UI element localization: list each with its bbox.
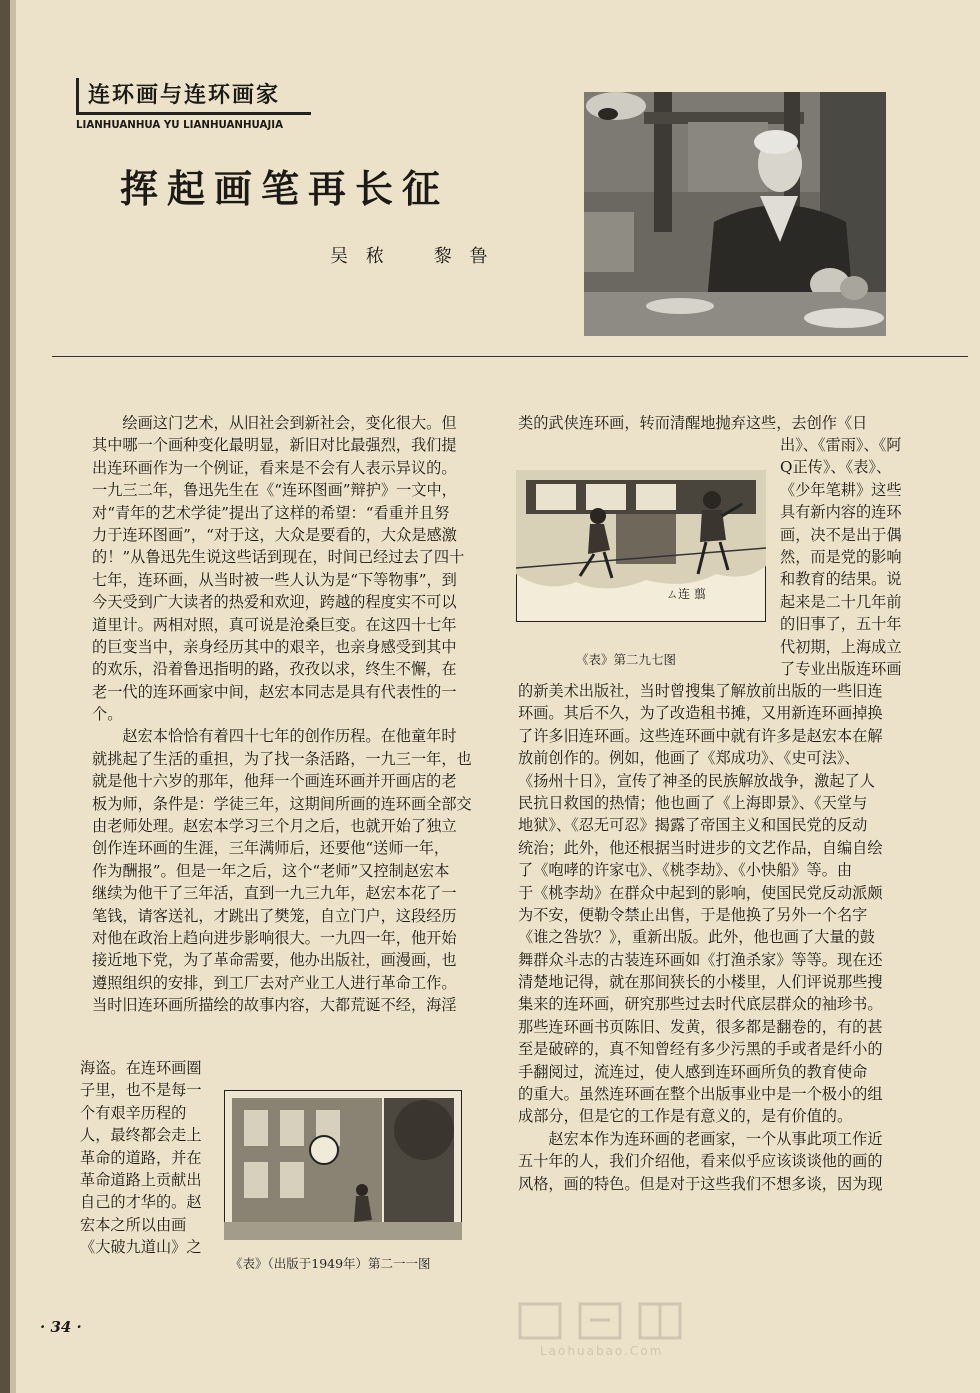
inset-label: ㄙ连 翦 (666, 587, 706, 601)
text-line: 个有艰辛历程的 (80, 1103, 187, 1122)
text-line: 《扬州十日》，宣传了神圣的民族解放战争，激起了人 (518, 771, 875, 790)
text-line: 《大破九道山》之 (80, 1238, 202, 1257)
text-line: 的新美术出版社，当时曾搜集了解放前出版的一些旧连 (518, 682, 883, 700)
text-line: 放前创作的。例如，他画了《郑成功》、《史可法》、 (518, 749, 860, 768)
watermark-url: Laohuabao.Com (540, 1344, 664, 1358)
text-line: 代初期，上海成立 (780, 637, 902, 656)
text-line: 统治；此外，他还根据当时进步的文艺作品，自编自绘 (518, 838, 883, 857)
right-column-narrow (780, 434, 902, 680)
text-line: 民抗日救国的热情；他也画了《上海即景》、《天堂与 (518, 793, 868, 812)
text-line: 舞群众斗志的古装连环画如《打渔杀家》等等。现在还 (518, 950, 883, 969)
text-line: 海盗。在连环画圈 (80, 1059, 202, 1077)
text-line: 遵照组织的安排，到工厂去对产业工人进行革命工作。 (92, 973, 457, 992)
right-column-top (518, 412, 867, 434)
text-line: 的旧事了，五十年 (780, 615, 902, 634)
text-line: 出》、《雷雨》、《阿 (780, 436, 902, 454)
column-header (76, 78, 316, 136)
text-line: 集来的连环画，研究那些过去时代底层群众的袖珍书。 (518, 995, 883, 1014)
text-line: 接近地下党，为了革命需要，他办出版社，画漫画，也 (92, 951, 457, 970)
text-line: 自己的才华的。赵 (80, 1193, 202, 1212)
text-line: 一九三二年，鲁迅先生在《“连环图画”辩护》一文中， (92, 481, 457, 500)
illustration-image (224, 1090, 462, 1240)
text-line: 对“青年的艺术学徒”提出了这样的希望：“看重并且努 (92, 503, 450, 522)
text-line: 环画。其后不久，为了改造租书摊，又用新连环画掉换 (518, 704, 883, 723)
text-line: 今天受到广大读者的热爱和欢迎，跨越的程度实不可以 (92, 593, 457, 612)
text-line: 就挑起了生活的重担，为了找一条活路，一九三一年，也 (92, 749, 472, 768)
text-line: 赵宏本作为连环画的老画家，一个从事此项工作近 (518, 1129, 883, 1148)
text-line: 就是他十六岁的那年，他拜一个画连环画并开画店的老 (92, 772, 457, 791)
caption-fig-297: 《表》第二九七图 (576, 652, 677, 667)
watermark (510, 1300, 710, 1370)
text-line: 地狱》、《忍无可忍》揭露了帝国主义和国民党的反动 (518, 816, 868, 835)
column-roman: LIANHUANHUA YU LIANHUANHUAJIA (76, 118, 283, 131)
text-line: 当时旧连环画所描绘的故事内容，大都荒诞不经，海淫 (92, 996, 457, 1015)
page-number: · 34 · (40, 1318, 82, 1336)
text-line: 画，决不是出于偶 (780, 525, 902, 544)
illustration-image (516, 470, 766, 622)
text-line: 人，最终都会走上 (80, 1126, 202, 1145)
illustration-fig-211 (224, 1090, 462, 1240)
text-line: 板为师，条件是：学徒三年，这期间所画的连环画全部交 (92, 794, 472, 813)
text-line: 《谁之咎欤？》，重新出版。此外，他也画了大量的鼓 (518, 928, 875, 947)
text-line: 起来是二十几年前 (780, 592, 902, 611)
text-line: 由老师处理。赵宏本学习三个月之后，也就开始了独立 (92, 817, 457, 836)
text-line: 力于连环图画”，“对于这，大众是要看的，大众是感激 (92, 525, 457, 544)
text-line: 革命道路上贡献出 (80, 1170, 202, 1189)
text-line: 的重大。虽然连环画在整个出版事业中是一个极小的组 (518, 1085, 883, 1104)
text-line: 《少年笔耕》这些 (780, 480, 902, 499)
text-line: 类的武侠连环画，转而清醒地抛弃这些，去创作《日 (518, 414, 868, 432)
text-line: Q正传》、《表》、 (780, 458, 892, 477)
text-line: 然，而是党的影响 (780, 547, 902, 566)
text-line: 五十年的人，我们介绍他，看来似乎应该谈谈他的画的 (518, 1152, 883, 1171)
watermark-logo-icon (510, 1300, 710, 1344)
text-line: 赵宏本恰恰有着四十七年的创作历程。在他童年时 (92, 727, 457, 746)
portrait-photo (584, 92, 886, 336)
text-line: 的！”从鲁迅先生说这些话到现在，时间已经过去了四十 (92, 548, 465, 567)
text-line: 具有新内容的连环 (780, 503, 902, 522)
text-line: 继续为他干了三年活，直到一九三九年，赵宏本花了一 (92, 884, 457, 903)
text-line: 了许多旧连环画。这些连环画中就有许多是赵宏本在解 (518, 726, 883, 745)
text-line: 创作连环画的生涯，三年满师后，还要他“送师一年， (92, 839, 450, 858)
text-line: 绘画这门艺术，从旧社会到新社会，变化很大。但 (92, 414, 457, 432)
text-line: 了专业出版连环画 (780, 659, 902, 678)
text-line: 笔钱，请客送礼，才跳出了樊笼，自立门户，这段经历 (92, 906, 457, 925)
text-line: 其中哪一个画种变化最明显，新旧对比最强烈，我们提 (92, 436, 457, 455)
text-line: 革命的道路，并在 (80, 1148, 202, 1167)
text-line: 宏本之所以由画 (80, 1215, 187, 1234)
text-line: 那些连环画书页陈旧、发黄，很多都是翻卷的，有的甚 (518, 1017, 883, 1036)
text-line: 了《咆哮的许家屯》、《桃李劫》、《小快船》等。由 (518, 861, 853, 880)
portrait-photo-image (584, 92, 886, 336)
author-name: 黎 鲁 (433, 246, 494, 267)
text-line: 和教育的结果。说 (780, 570, 902, 589)
text-line: 出连环画作为一个例证，看来是不会有人表示异议的。 (92, 458, 457, 477)
text-line: 成部分，但是它的工作是有意义的，是有价值的。 (518, 1107, 853, 1126)
right-column (518, 680, 883, 1195)
text-line: 作为酬报”。但是一年之后，这个“老师”又控制赵宏本 (92, 861, 450, 880)
left-column (92, 412, 472, 1017)
text-line: 手翻阅过，流连过，使人感到连环画所负的教育使命 (518, 1062, 868, 1081)
text-line: 于《桃李劫》在群众中起到的影响，使国民党反动派颇 (518, 883, 883, 902)
text-line: 的欢乐，沿着鲁迅指明的路，孜孜以求，终生不懈，在 (92, 660, 457, 679)
text-line: 个。 (92, 705, 123, 724)
text-line: 对他在政治上趋向进步影响很大。一九四一年，他开始 (92, 928, 457, 947)
text-line: 风格，画的特色。但是对于这些我们不想多谈，因为现 (518, 1174, 883, 1193)
binding-edge-light (10, 0, 16, 1393)
caption-fig-211: 《表》（出版于1949年）第二一一图 (230, 1256, 431, 1271)
illustration-fig-297 (516, 470, 766, 622)
text-line: 七年，连环画，从当时被一些人认为是“下等物事”，到 (92, 570, 457, 589)
left-column-bottom (80, 1057, 202, 1259)
column-title: 连环画与连环画家 (88, 83, 281, 108)
text-line: 清楚地记得，就在那间狭长的小楼里，人们评说那些搜 (518, 973, 883, 992)
author-name: 吴 秾 (330, 246, 390, 267)
text-line: 道里计。两相对照，真可说是沧桑巨变。在这四十七年 (92, 615, 457, 634)
article-title: 挥起画笔再长征 (120, 167, 450, 211)
binding-edge (0, 0, 10, 1393)
text-line: 至是破碎的，真不知曾经有多少污黑的手或者是纤小的 (518, 1040, 883, 1059)
text-line: 老一代的连环画家中间，赵宏本同志是具有代表性的一 (92, 682, 457, 701)
text-line: 子里，也不是每一 (80, 1081, 202, 1100)
text-line: 的巨变当中，亲身经历其中的艰辛，也亲身感受到其中 (92, 637, 457, 656)
header-divider (52, 356, 968, 357)
text-line: 为不安，便勒令禁止出售，于是他换了另外一个名字 (518, 905, 868, 924)
authors (330, 242, 493, 268)
